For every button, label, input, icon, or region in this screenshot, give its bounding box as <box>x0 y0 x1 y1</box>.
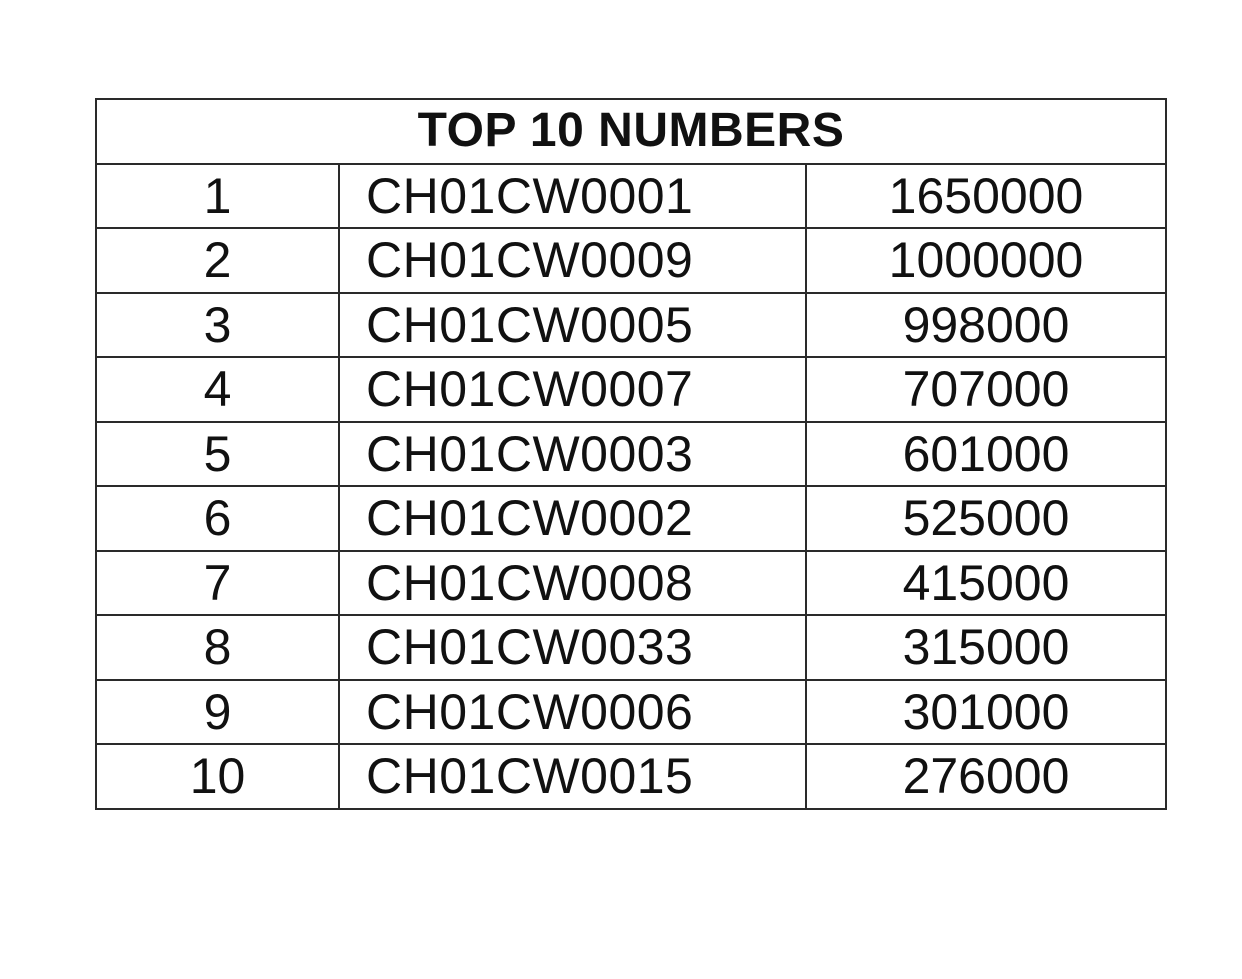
value-cell: 525000 <box>806 486 1166 551</box>
table-title: TOP 10 NUMBERS <box>96 99 1166 164</box>
code-cell: CH01CW0002 <box>339 486 806 551</box>
value-cell: 707000 <box>806 357 1166 422</box>
code-cell: CH01CW0009 <box>339 228 806 293</box>
table-row <box>96 357 1166 422</box>
code-cell: CH01CW0001 <box>339 164 806 229</box>
rank-cell: 9 <box>96 680 339 745</box>
table-row <box>96 744 1166 809</box>
top-numbers-table <box>95 98 1167 810</box>
table-row <box>96 486 1166 551</box>
table-row <box>96 551 1166 616</box>
table-row <box>96 293 1166 358</box>
rank-cell: 3 <box>96 293 339 358</box>
rank-cell: 2 <box>96 228 339 293</box>
value-cell: 998000 <box>806 293 1166 358</box>
code-cell: CH01CW0003 <box>339 422 806 487</box>
value-cell: 1650000 <box>806 164 1166 229</box>
rank-cell: 7 <box>96 551 339 616</box>
rank-cell: 1 <box>96 164 339 229</box>
code-cell: CH01CW0006 <box>339 680 806 745</box>
code-cell: CH01CW0008 <box>339 551 806 616</box>
table-row <box>96 422 1166 487</box>
table-title-row <box>96 99 1166 164</box>
value-cell: 301000 <box>806 680 1166 745</box>
rank-cell: 4 <box>96 357 339 422</box>
table-row <box>96 680 1166 745</box>
table-row <box>96 228 1166 293</box>
value-cell: 601000 <box>806 422 1166 487</box>
code-cell: CH01CW0033 <box>339 615 806 680</box>
rank-cell: 6 <box>96 486 339 551</box>
code-cell: CH01CW0015 <box>339 744 806 809</box>
rank-cell: 10 <box>96 744 339 809</box>
rank-cell: 8 <box>96 615 339 680</box>
value-cell: 1000000 <box>806 228 1166 293</box>
table-row <box>96 164 1166 229</box>
table-row <box>96 615 1166 680</box>
code-cell: CH01CW0007 <box>339 357 806 422</box>
value-cell: 276000 <box>806 744 1166 809</box>
value-cell: 315000 <box>806 615 1166 680</box>
value-cell: 415000 <box>806 551 1166 616</box>
code-cell: CH01CW0005 <box>339 293 806 358</box>
rank-cell: 5 <box>96 422 339 487</box>
